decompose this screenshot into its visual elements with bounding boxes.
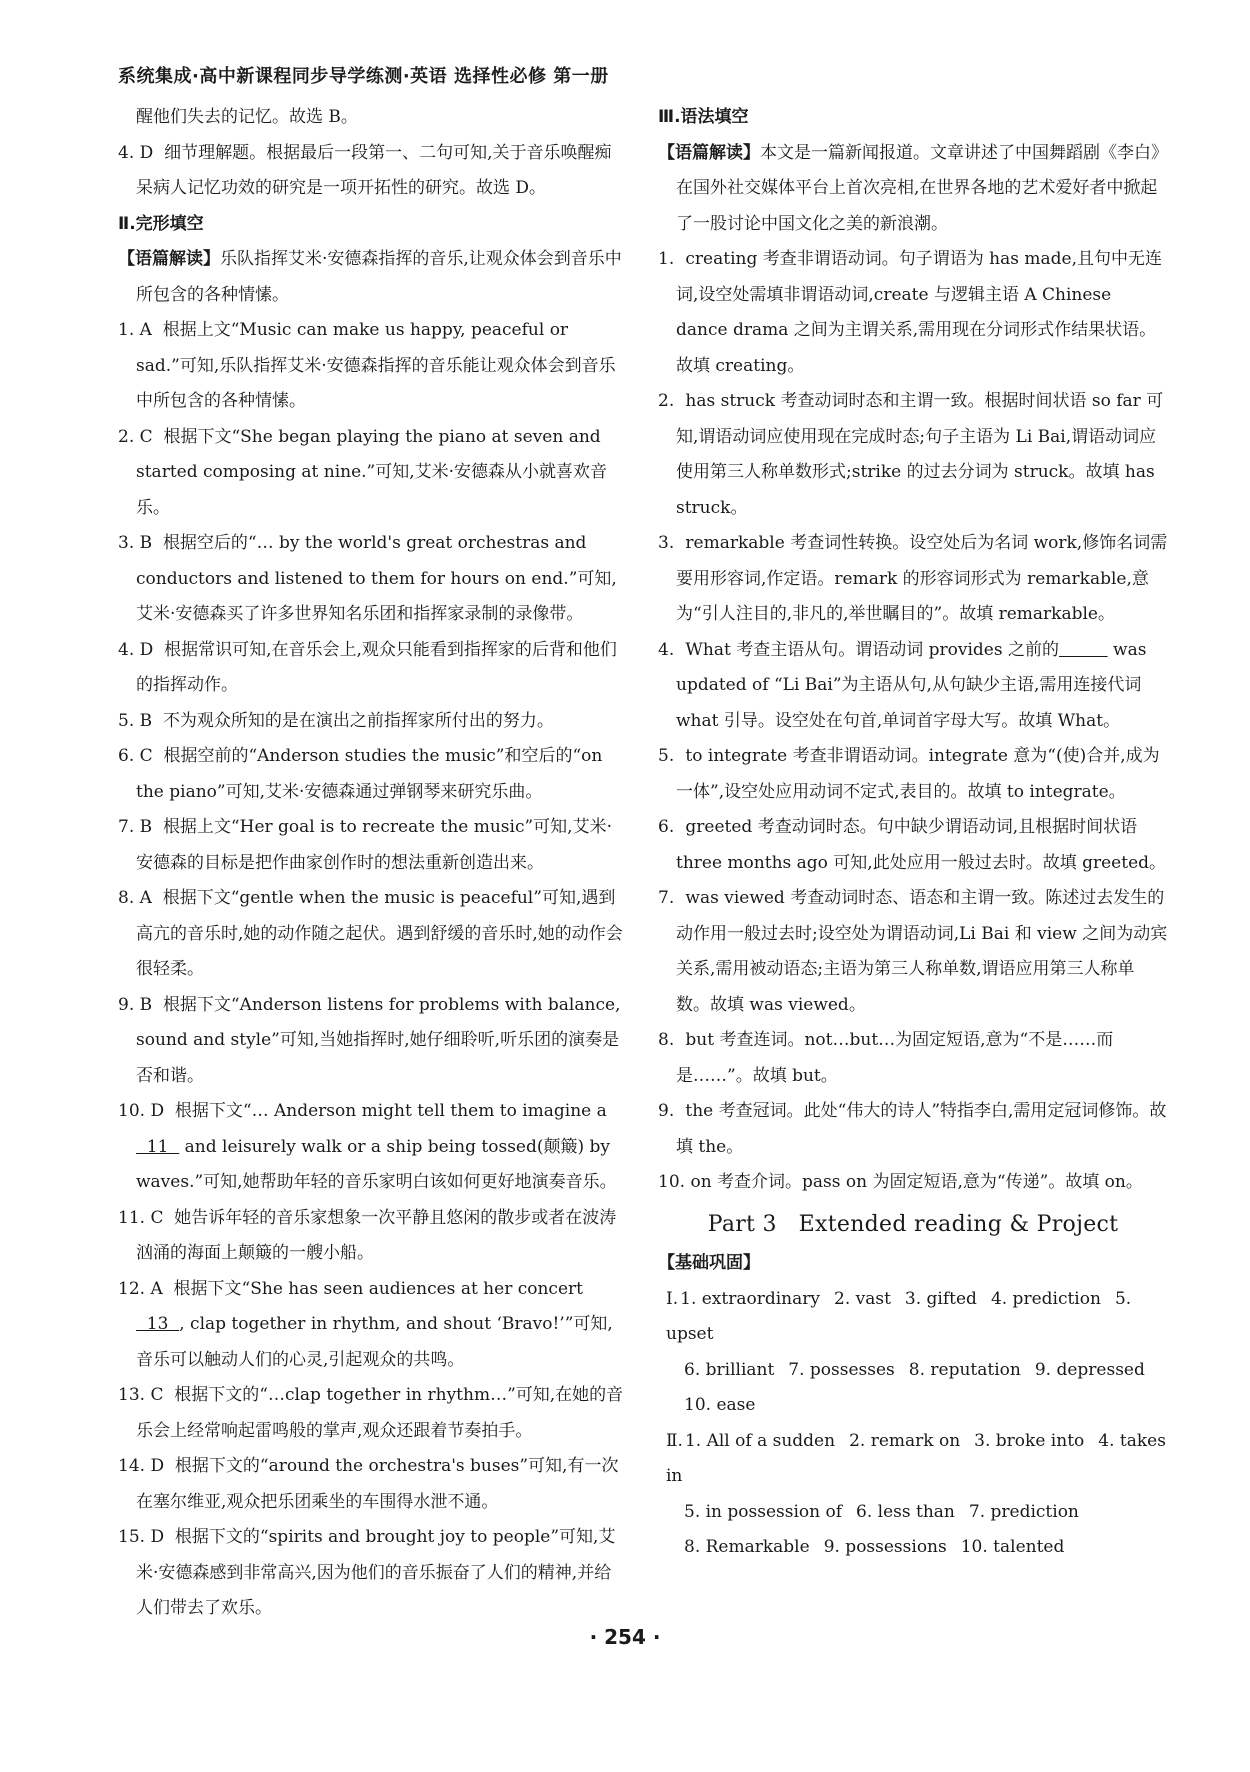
- item-number: 4. D: [118, 142, 154, 163]
- reading-text: 本文是一篇新闻报道。文章讲述了中国舞蹈剧《李白》在国外社交媒体平台上首次亮相,在世界各地的艺术爱好者中掀起了一股讨论中国文化之美的新浪潮。: [676, 142, 1168, 234]
- answer-word: 1. All of a sudden: [684, 1430, 836, 1451]
- answer-word: 4. takes in: [666, 1430, 1166, 1486]
- answer-item: [658, 810, 1168, 881]
- item-text: 根据常识可知,在音乐会上,观众只能看到指挥家的后背和他们的指挥动作。: [136, 639, 617, 695]
- item-text: What 考查主语从句。谓语动词 provides 之前的: [685, 639, 1059, 660]
- exercise-label: Ⅰ.: [666, 1288, 679, 1309]
- item-text: and leisurely walk or a ship being tossed(颠簸) by waves.”可知,她帮助年轻的音乐家明白该如何更好地演奏音乐。: [136, 1136, 617, 1192]
- answer-item: [118, 1520, 628, 1627]
- answer-item: [118, 1378, 628, 1449]
- answer-word: 7. prediction: [968, 1501, 1079, 1522]
- item-text: was viewed 考查动词时态、语态和主谓一致。陈述过去发生的动作用一般过去时;设空处为谓语动词,Li Bai 和 view 之间为动宾关系,需用被动语态;主语为第三人称单数,谓语应用第三人称单数。故填 was viewed。: [676, 888, 1168, 1015]
- item-text: on 考查介词。pass on 为固定短语,意为“传递”。故填 on。: [690, 1172, 1143, 1192]
- reading-tag: 【语篇解读】: [658, 142, 760, 163]
- item-text: remarkable 考查词性转换。设空处后为名词 work,修饰名词需要用形容词,作定语。remark 的形容词形式为 remarkable,意为“引人注目的,非凡的,举世瞩目的”。故填 remarkable。: [676, 533, 1168, 624]
- item-number: 6.: [658, 817, 675, 837]
- section-title-cloze: Ⅱ.完形填空: [118, 213, 204, 234]
- cloze-answer-list: [118, 313, 628, 1094]
- item-text: 根据下文“gentle when the music is peaceful”可知,遇到高亢的音乐时,她的动作随之起伏。遇到舒缓的音乐时,她的动作会很轻柔。: [136, 888, 623, 979]
- exercise-2-row: [658, 1530, 1168, 1566]
- answer-word: 6. brilliant: [684, 1359, 775, 1380]
- cloze-answer-list-2: [118, 1378, 628, 1627]
- item-number: 5. B: [118, 710, 153, 731]
- item-text: 根据下文“She has seen audiences at her concert: [173, 1278, 583, 1299]
- answer-word: 3. broke into: [974, 1430, 1085, 1451]
- answer-item: [118, 420, 628, 527]
- answer-word: 2. remark on: [849, 1430, 961, 1451]
- item-number: 13. C: [118, 1385, 164, 1405]
- page-number: · 254 ·: [589, 1625, 661, 1649]
- left-column: [118, 100, 628, 1627]
- item-text: 根据下文的“around the orchestra's buses”可知,有一次在塞尔维亚,观众把乐团乘坐的车围得水泄不通。: [136, 1456, 619, 1512]
- item-text: the 考查冠词。此处“伟大的诗人”特指李白,需用定冠词修饰。故填 the。: [676, 1101, 1167, 1157]
- exercise-label: Ⅱ.: [666, 1430, 683, 1451]
- item-number: 3. B: [118, 533, 153, 553]
- item-number: 12. A: [118, 1278, 163, 1299]
- item-text: 根据下文的“…clap together in rhythm…”可知,在她的音乐会上经常响起雷鸣般的掌声,观众还跟着节奏拍手。: [136, 1385, 624, 1441]
- item-number: 7.: [658, 888, 675, 908]
- item-number: 5.: [658, 746, 675, 766]
- item-number: 6. C: [118, 746, 153, 766]
- item-number: 9. B: [118, 994, 153, 1015]
- item-number: 10. D: [118, 1101, 165, 1121]
- exercise-1-row: [658, 1353, 1168, 1389]
- blank-ref: [1059, 640, 1108, 660]
- item-text: 不为观众所知的是在演出之前指挥家所付出的努力。: [162, 710, 554, 731]
- item-text: but 考查连词。not…but…为固定短语,意为“不是……而是……”。故填 but。: [676, 1030, 1114, 1086]
- item-text: greeted 考查动词时态。句中缺少谓语动词,且根据时间状语 three months ago 可知,此处应用一般过去时。故填 greeted。: [676, 817, 1167, 873]
- item-number: 1. A: [118, 320, 152, 340]
- answer-item: [118, 1201, 628, 1272]
- reading-tag: 【语篇解读】: [118, 249, 220, 269]
- exercise-2-row: [658, 1424, 1168, 1495]
- answer-item: [658, 242, 1168, 384]
- item-text: 根据上文“Music can make us happy, peaceful or sad.”可知,乐队指挥艾米·安德森指挥的音乐能让观众体会到音乐中所包含的各种情愫。: [136, 320, 616, 411]
- item-number: 3.: [658, 533, 675, 553]
- item-text: to integrate 考查非谓语动词。integrate 意为“(使)合并,成为一体”,设空处应用动词不定式,表目的。故填 to integrate。: [676, 746, 1160, 802]
- answer-word: 5. upset: [666, 1288, 1132, 1344]
- item-text: was updated of “Li Bai”为主语从句,从句缺少主语,需用连接代词 what 引导。设空处在句首,单词首字母大写。故填 What。: [676, 639, 1147, 731]
- answer-word: 9. possessions: [823, 1537, 947, 1557]
- item-text: creating 考查非谓语动词。句子谓语为 has made,且句中无连词,设空处需填非谓语动词,create 与逻辑主语 A Chinese dance drama 之间为主谓关系,需用现在分词形式作结果状语。故填 creating。: [676, 249, 1162, 376]
- item-number: 15. D: [118, 1527, 165, 1547]
- item-number: 11. C: [118, 1207, 164, 1228]
- reading-analysis: [658, 136, 1168, 243]
- answer-item: [118, 881, 628, 988]
- exercise-1-row: [658, 1388, 1168, 1424]
- item-text: 根据下文“Anderson listens for problems with balance, sound and style”可知,当她指挥时,她仔细聆听,听乐团的演奏是否和谐。: [136, 994, 621, 1086]
- item-text: 根据空前的“Anderson studies the music”和空后的“on the piano”可知,艾米·安德森通过弹钢琴来研究乐曲。: [136, 746, 603, 802]
- answer-item: [118, 526, 628, 633]
- answer-item: [118, 313, 628, 420]
- item-text: 根据空后的“… by the world's great orchestras and conductors and listened to them for hours on end.”可知,艾米·安德森买了许多世界知名乐团和指挥家录制的录像带。: [136, 533, 617, 624]
- answer-word: 7. possesses: [788, 1359, 895, 1380]
- answer-item: [658, 384, 1168, 526]
- item-text: 细节理解题。根据最后一段第一、二句可知,关于音乐唤醒痴呆病人记忆功效的研究是一项开拓性的研究。故选 D。: [136, 142, 612, 198]
- item-text: , clap together in rhythm, and shout ‘Bravo!’”可知,音乐可以触动人们的心灵,引起观众的共鸣。: [136, 1314, 613, 1370]
- part-title: Part 3 Extended reading & Project: [707, 1211, 1119, 1237]
- item-number: 2.: [658, 391, 675, 411]
- grammar-answer-list-2: [658, 739, 1168, 1201]
- answer-word: 5. in possession of: [684, 1501, 843, 1522]
- answer-word: 4. prediction: [990, 1288, 1101, 1309]
- item-number: 2. C: [118, 426, 153, 447]
- exercise-2-row: [658, 1495, 1168, 1531]
- item-number: 8.: [658, 1030, 675, 1050]
- right-column: [658, 100, 1168, 1566]
- item-number: 9.: [658, 1101, 675, 1121]
- item-text: has struck 考查动词时态和主谓一致。根据时间状语 so far 可知,谓语动词应使用现在完成时态;句子主语为 Li Bai,谓语动词应使用第三人称单数形式;strike 的过去分词为 struck。故填 has struck。: [676, 391, 1164, 518]
- answer-item: [658, 633, 1168, 740]
- running-header: 系统集成·高中新课程同步导学练测·英语 选择性必修 第一册: [118, 66, 609, 87]
- item-number: 4. D: [118, 639, 154, 660]
- grammar-answer-list: [658, 242, 1168, 633]
- item-text: 根据下文的“spirits and brought joy to people”可知,艾米·安德森感到非常高兴,因为他们的音乐振奋了人们的精神,并给人们带去了欢乐。: [136, 1527, 616, 1618]
- answer-item: [118, 1094, 628, 1201]
- answer-item: [118, 136, 628, 207]
- item-text: 根据上文“Her goal is to recreate the music”可知,艾米·安德森的目标是把作曲家创作时的想法重新创造出来。: [136, 817, 612, 873]
- answer-item: [118, 704, 628, 740]
- answer-item: [118, 633, 628, 704]
- answer-item: [118, 810, 628, 881]
- answer-word: 8. Remarkable: [684, 1537, 810, 1557]
- answer-item: [658, 1023, 1168, 1094]
- basic-section-tag: 【基础巩固】: [658, 1253, 760, 1273]
- answer-item: [118, 739, 628, 810]
- item-number: 8. A: [118, 888, 152, 908]
- reading-text: 乐队指挥艾米·安德森指挥的音乐,让观众体会到音乐中所包含的各种情愫。: [136, 249, 622, 305]
- intro-tail: 醒他们失去的记忆。故选 B。: [136, 107, 358, 127]
- blank-ref: 11: [136, 1136, 180, 1157]
- answer-item: [118, 1272, 628, 1379]
- item-text: 她告诉年轻的音乐家想象一次平静且悠闲的散步或者在波涛汹涌的海面上颠簸的一艘小船。: [136, 1207, 617, 1263]
- answer-word: 3. gifted: [904, 1288, 977, 1309]
- answer-word: 9. depressed: [1034, 1359, 1145, 1380]
- answer-item: [658, 1094, 1168, 1165]
- item-number: 10.: [658, 1172, 686, 1192]
- answer-word: 10. talented: [960, 1537, 1065, 1557]
- answer-word: 6. less than: [856, 1501, 955, 1522]
- answer-item: [658, 1165, 1168, 1201]
- answer-word: 2. vast: [834, 1288, 891, 1309]
- answer-word: 1. extraordinary: [680, 1288, 820, 1309]
- answer-item: [658, 526, 1168, 633]
- item-number: 1.: [658, 249, 675, 269]
- answer-item: [658, 881, 1168, 1023]
- section-title-grammar: Ⅲ.语法填空: [658, 107, 749, 127]
- answer-word: 10. ease: [684, 1395, 756, 1415]
- item-number: 4.: [658, 639, 675, 660]
- blank-ref: 13: [136, 1314, 180, 1334]
- answer-item: [658, 739, 1168, 810]
- answer-word: 8. reputation: [908, 1359, 1021, 1380]
- item-text: 根据下文“… Anderson might tell them to imagine a: [174, 1101, 607, 1121]
- answer-item: [118, 988, 628, 1095]
- item-number: 7. B: [118, 817, 153, 837]
- reading-analysis: [118, 242, 628, 313]
- item-number: 14. D: [118, 1456, 165, 1476]
- exercise-1-row: [658, 1282, 1168, 1353]
- answer-item: [118, 1449, 628, 1520]
- item-text: 根据下文“She began playing the piano at seven and started composing at nine.”可知,艾米·安德森从小就喜欢音乐。: [136, 426, 608, 518]
